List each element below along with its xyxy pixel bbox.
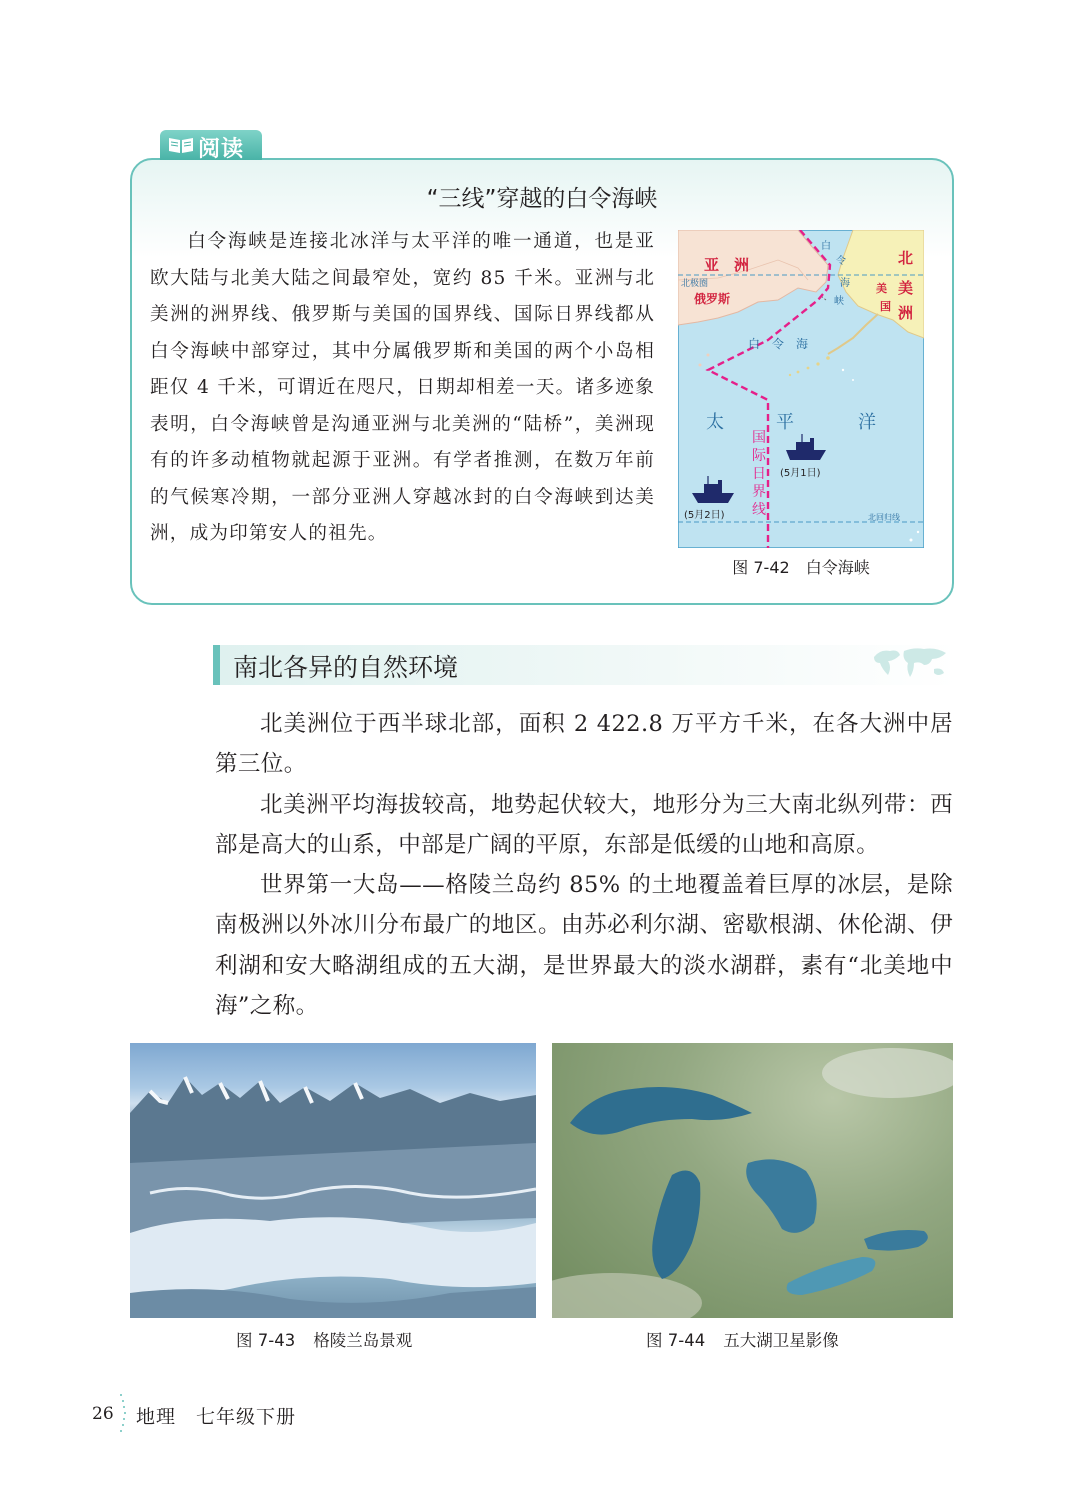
na-label-3: 洲 (898, 304, 914, 322)
great-lakes-photo (552, 1043, 953, 1318)
paragraph: 北美洲平均海拔较高，地势起伏较大，地形分为三大南北纵列带：西部是高大的山系，中部是广阔的平原，东部是低缓的山地和高原。 (215, 791, 953, 858)
idl-label-4: 线 (752, 502, 766, 518)
usa-label-1: 美 (876, 282, 887, 295)
figure-caption-2 (646, 1327, 839, 1351)
figure-1-number: 图 7-43 (236, 1331, 296, 1350)
pacific-label-1: 太 (706, 412, 724, 433)
reading-tab (160, 130, 262, 160)
figure-2-number: 图 7-44 (646, 1331, 706, 1350)
idl-label-2: 日 (752, 466, 766, 482)
strait-label-4: 峡 (834, 296, 844, 307)
lake-michigan (652, 1171, 700, 1280)
idl-label-1: 际 (752, 448, 766, 464)
tropic-label: 北回归线 (868, 513, 900, 522)
lake-ontario (864, 1230, 928, 1251)
map-caption-text: 白令海峡 (805, 558, 870, 577)
idl-label-0: 国 (752, 430, 766, 446)
asia-label: 亚 洲 (704, 256, 750, 274)
lake-erie (787, 1257, 876, 1295)
strait-label-3: 海 (840, 278, 850, 289)
russia-label: 俄罗斯 (694, 292, 731, 306)
strait-label-1: 白 (821, 241, 831, 252)
reading-title: “三线”穿越的白令海峡 (426, 186, 658, 212)
reading-tab-label: 阅读 (198, 137, 245, 162)
book-icon (168, 136, 194, 154)
map-caption (678, 555, 924, 578)
strait-label-2: 令 (836, 256, 846, 267)
page-number: 26 (92, 1404, 114, 1424)
reading-body: 白令海峡是连接北冰洋与太平洋的唯一通道，也是亚欧大陆与北美大陆之间最窄处，宽约 85 千米。亚洲与北美洲的洲界线、俄罗斯与美国的国界线、国际日界线都从白令海峡中部穿过，其中分属俄罗斯和美国的两个小岛相距仅 4 千米，可谓近在咫尺，日期却相差一天。诸多迹象表明，白令海峡曾是沟通亚洲与北美洲的“陆桥”，美洲现有的许多动植物就起源于亚洲。有学者推测，在数万年前的气候寒冷期，一部分亚洲人穿越冰封的白令海峡到达美洲，成为印第安人的祖先。 (150, 231, 655, 544)
usa-label-2: 国 (880, 300, 891, 313)
main-body (215, 704, 953, 1026)
great-lakes-scene (552, 1043, 953, 1318)
idl-label-3: 界 (752, 484, 766, 500)
greenland-photo (130, 1043, 536, 1318)
bering-strait-map (678, 230, 924, 548)
book-title: 地理 七年级下册 (136, 1406, 297, 1428)
arctic-circle-label: 北极圈 (681, 279, 709, 289)
figure-1-text: 格陵兰岛景观 (313, 1331, 413, 1350)
figure-2-text: 五大湖卫星影像 (723, 1331, 839, 1350)
lake-huron (746, 1159, 816, 1232)
pacific-label-2: 平 (776, 412, 794, 433)
paragraph: 北美洲位于西半球北部，面积 2 422.8 万平方千米，在各大洲中居第三位。 (215, 711, 953, 778)
section-title: 南北各异的自然环境 (233, 653, 459, 682)
page-number-dots (119, 1392, 129, 1434)
world-map-icon (870, 643, 950, 683)
map-caption-number: 图 7-42 (732, 558, 790, 577)
ship-left-date: (5月2日) (684, 510, 725, 521)
na-label-2: 美 (898, 279, 914, 297)
paragraph: 世界第一大岛——格陵兰岛约 85% 的土地覆盖着巨厚的冰层，是除南极洲以外冰川分布最广的地区。由苏必利尔湖、密歇根湖、休伦湖、伊利湖和安大略湖组成的五大湖，是世界最大的淡水湖群，素有“北美地中海”之称。 (215, 872, 953, 1020)
lake-superior (570, 1087, 752, 1135)
bering-sea-label: 白 令 海 (748, 337, 809, 351)
figure-caption-1 (236, 1327, 412, 1351)
greenland-scene (130, 1043, 536, 1318)
pacific-label-3: 洋 (858, 412, 876, 433)
na-label-1: 北 (898, 249, 914, 267)
ship-right-date: (5月1日) (780, 468, 821, 479)
